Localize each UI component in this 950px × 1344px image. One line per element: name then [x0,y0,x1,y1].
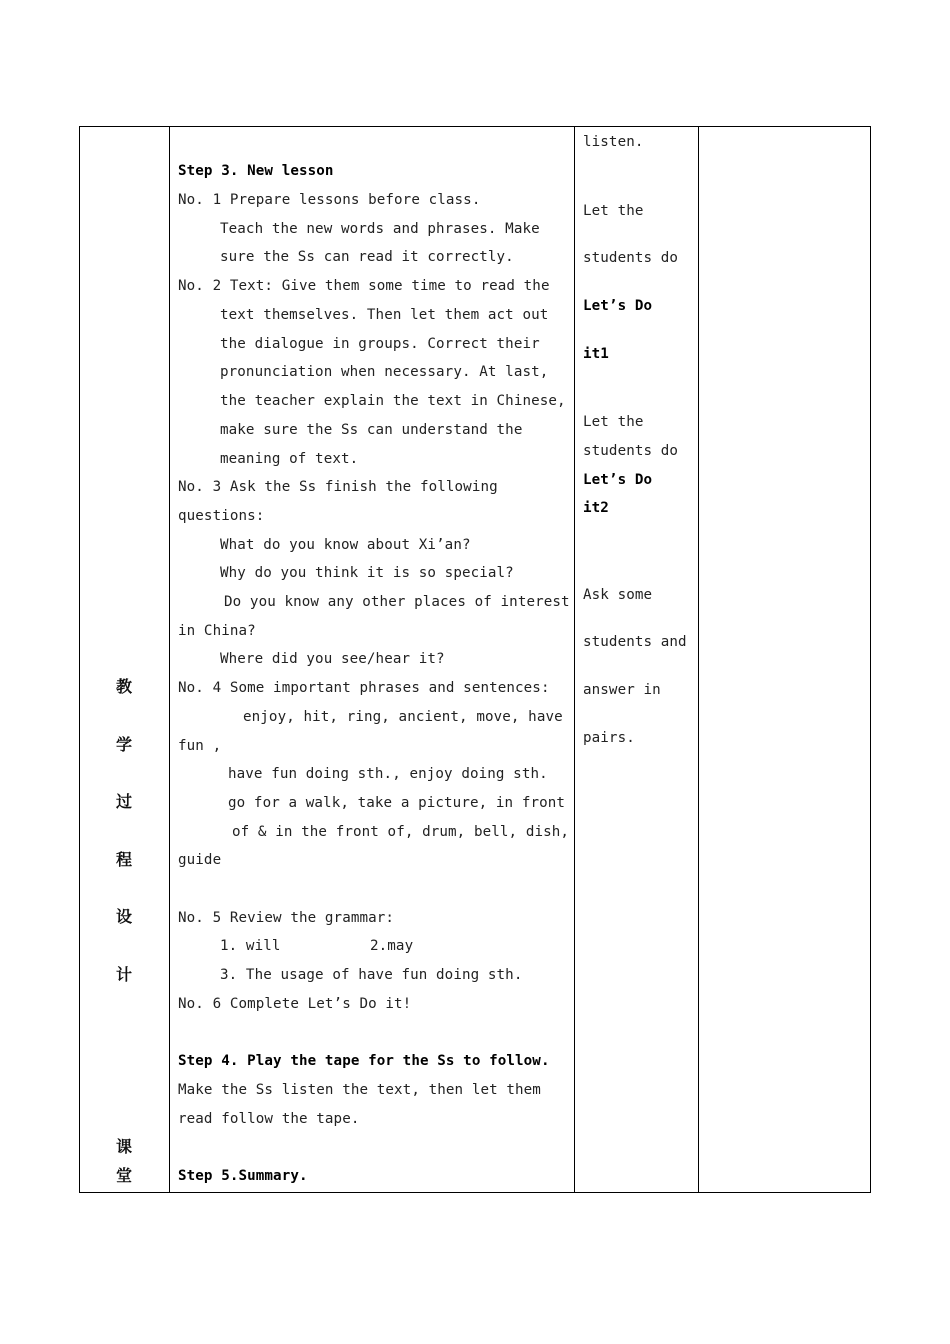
text-line: No. 6 Complete Let’s Do it! [178,996,412,1012]
activity-line: listen. [583,134,644,150]
text-line: Where did you see/hear it? [220,651,445,667]
left-label-char: 过 [116,792,133,811]
text-line: No. 1 Prepare lessons before class. [178,192,481,208]
left-label-char: 设 [116,907,133,926]
step-heading: Step 3. New lesson [178,163,334,179]
column-divider [574,126,575,1193]
activity-line: students and [583,634,687,650]
text-line: guide [178,852,222,868]
left-label-char: 程 [116,850,133,869]
text-line: No. 4 Some important phrases and sentences: [178,680,550,696]
activity-line: students do [583,443,679,459]
activity-line: it1 [583,346,609,362]
text-line: pronunciation when necessary. At last, [220,364,549,380]
activity-line: Let’s Do [583,472,653,488]
text-line: have fun doing sth., enjoy doing sth. [228,766,548,782]
text-line: Why do you think it is so special? [220,565,514,581]
text-line: sure the Ss can read it correctly. [220,249,514,265]
activity-line: Ask some [583,587,653,603]
text-line: text themselves. Then let them act out [220,307,549,323]
left-label-char: 学 [116,735,133,754]
text-line: 1. will [220,938,281,954]
text-line: go for a walk, take a picture, in front [228,795,566,811]
text-line: No. 3 Ask the Ss finish the following [178,479,498,495]
text-line: What do you know about Xi’an? [220,537,471,553]
text-line: 2.may [370,938,414,954]
activity-line: Let the [583,203,644,219]
text-line: questions: [178,508,265,524]
text-line: of & in the front of, drum, bell, dish, [232,824,570,840]
activity-line: students do [583,250,679,266]
text-line: 3. The usage of have fun doing sth. [220,967,523,983]
text-line: fun , [178,738,222,754]
text-line: Make the Ss listen the text, then let them [178,1082,541,1098]
step-heading: Step 4. Play the tape for the Ss to follow. [178,1053,550,1069]
column-divider [169,126,170,1193]
text-line: read follow the tape. [178,1111,360,1127]
activity-line: Let’s Do [583,298,653,314]
activity-line: pairs. [583,730,635,746]
step-heading: Step 5.Summary. [178,1168,308,1184]
left-label-char: 教 [116,677,133,696]
text-line: enjoy, hit, ring, ancient, move, have [243,709,563,725]
activity-line: Let the [583,414,644,430]
text-line: in China? [178,623,256,639]
activity-line: answer in [583,682,661,698]
text-line: No. 2 Text: Give them some time to read the [178,278,550,294]
text-line: Teach the new words and phrases. Make [220,221,540,237]
text-line: the dialogue in groups. Correct their [220,336,540,352]
text-line: No. 5 Review the grammar: [178,910,395,926]
text-line: Do you know any other places of interest [224,594,570,610]
left-label-char: 课 [116,1137,133,1156]
text-line: the teacher explain the text in Chinese, [220,393,566,409]
text-line: meaning of text. [220,451,359,467]
left-label-char: 计 [116,965,133,984]
column-divider [698,126,699,1193]
left-label-char: 堂 [116,1166,133,1185]
activity-line: it2 [583,500,609,516]
text-line: make sure the Ss can understand the [220,422,523,438]
